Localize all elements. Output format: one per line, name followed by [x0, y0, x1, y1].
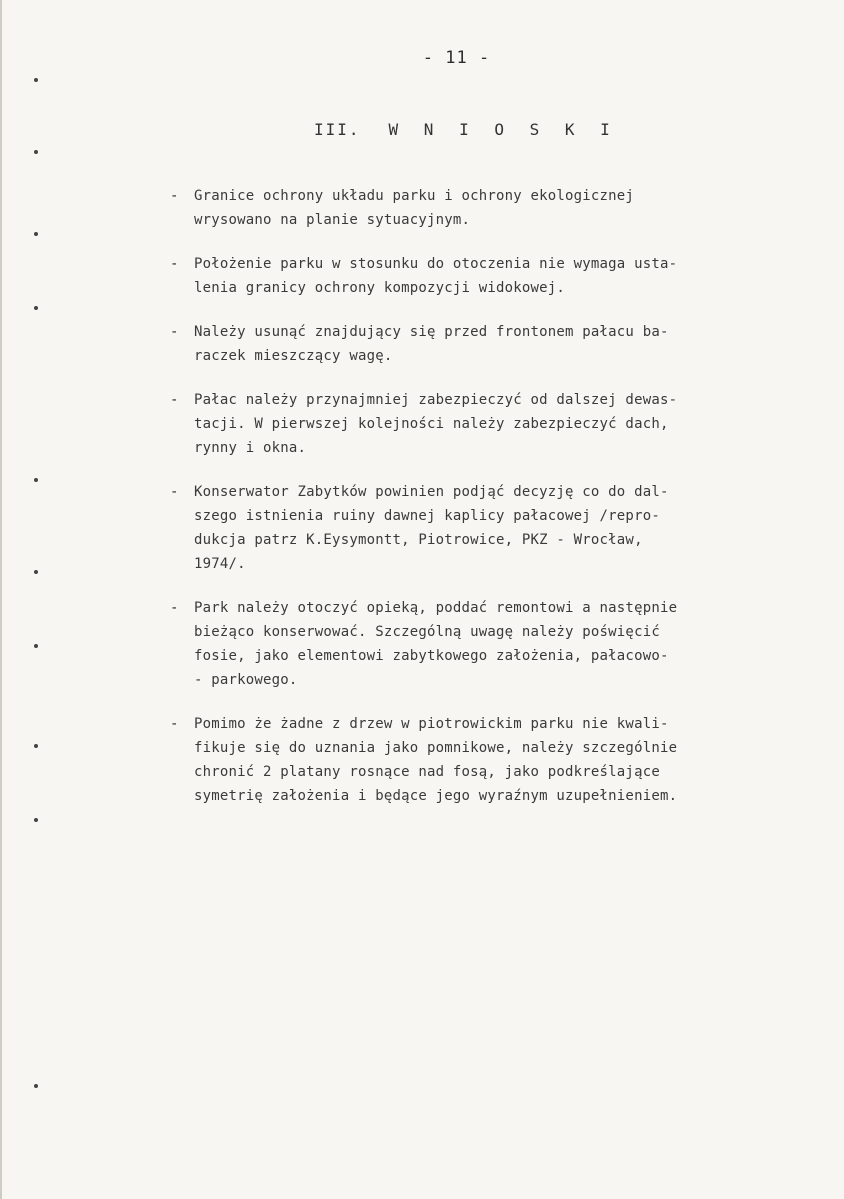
conclusion-item — [170, 252, 790, 300]
margin-mark — [34, 818, 38, 822]
conclusion-line: 1974/. — [194, 556, 246, 572]
margin-mark — [34, 232, 38, 236]
conclusions-list — [170, 184, 790, 828]
conclusion-line: rynny i okna. — [194, 440, 307, 456]
margin-mark — [34, 306, 38, 310]
margin-mark — [34, 1084, 38, 1088]
conclusion-line: tacji. W pierwszej kolejności należy zabezpieczyć dach, — [194, 416, 669, 432]
conclusion-line: Pomimo że żadne z drzew w piotrowickim parku nie kwali- — [194, 716, 669, 732]
bullet-dash: - — [170, 188, 179, 204]
conclusion-item — [170, 184, 790, 232]
conclusion-line: symetrię założenia i będące jego wyraźnym uzupełnieniem. — [194, 788, 678, 804]
margin-mark — [34, 644, 38, 648]
conclusion-item — [170, 388, 790, 460]
conclusion-line: Konserwator Zabytków powinien podjąć decyzję co do dal- — [194, 484, 669, 500]
conclusion-line: - parkowego. — [194, 672, 298, 688]
conclusion-line: chronić 2 platany rosnące nad fosą, jako podkreślające — [194, 764, 660, 780]
bullet-dash: - — [170, 256, 179, 272]
conclusion-line: Położenie parku w stosunku do otoczenia nie wymaga usta- — [194, 256, 678, 272]
conclusion-line: Park należy otoczyć opieką, poddać remontowi a następnie — [194, 600, 678, 616]
bullet-dash: - — [170, 716, 179, 732]
conclusion-item — [170, 712, 790, 808]
conclusion-item — [170, 320, 790, 368]
margin-mark — [34, 78, 38, 82]
conclusion-item — [170, 480, 790, 576]
conclusion-line: szego istnienia ruiny dawnej kaplicy pałacowej /repro- — [194, 508, 660, 524]
bullet-dash: - — [170, 600, 179, 616]
conclusion-line: raczek mieszczący wagę. — [194, 348, 393, 364]
conclusion-line: Pałac należy przynajmniej zabezpieczyć od dalszej dewas- — [194, 392, 678, 408]
bullet-dash: - — [170, 484, 179, 500]
conclusion-line: Należy usunąć znajdujący się przed frontonem pałacu ba- — [194, 324, 669, 340]
conclusion-line: dukcja patrz K.Eysymontt, Piotrowice, PKZ - Wrocław, — [194, 532, 643, 548]
conclusion-item — [170, 596, 790, 692]
conclusion-line: Granice ochrony układu parku i ochrony ekologicznej — [194, 188, 635, 204]
margin-mark — [34, 150, 38, 154]
conclusion-line: fikuje się do uznania jako pomnikowe, należy szczególnie — [194, 740, 678, 756]
conclusion-line: bieżąco konserwować. Szczególną uwagę należy poświęcić — [194, 624, 660, 640]
bullet-dash: - — [170, 392, 179, 408]
conclusion-line: lenia granicy ochrony kompozycji widokowej. — [194, 280, 566, 296]
margin-mark — [34, 478, 38, 482]
section-numeral: III. — [314, 120, 361, 139]
section-title: W N I O S K I — [388, 120, 618, 139]
bullet-dash: - — [170, 324, 179, 340]
section-heading — [314, 120, 618, 139]
margin-mark — [34, 570, 38, 574]
margin-mark — [34, 744, 38, 748]
page-number: - 11 - — [422, 48, 491, 68]
conclusion-line: wrysowano na planie sytuacyjnym. — [194, 212, 471, 228]
conclusion-line: fosie, jako elementowi zabytkowego założenia, pałacowo- — [194, 648, 669, 664]
